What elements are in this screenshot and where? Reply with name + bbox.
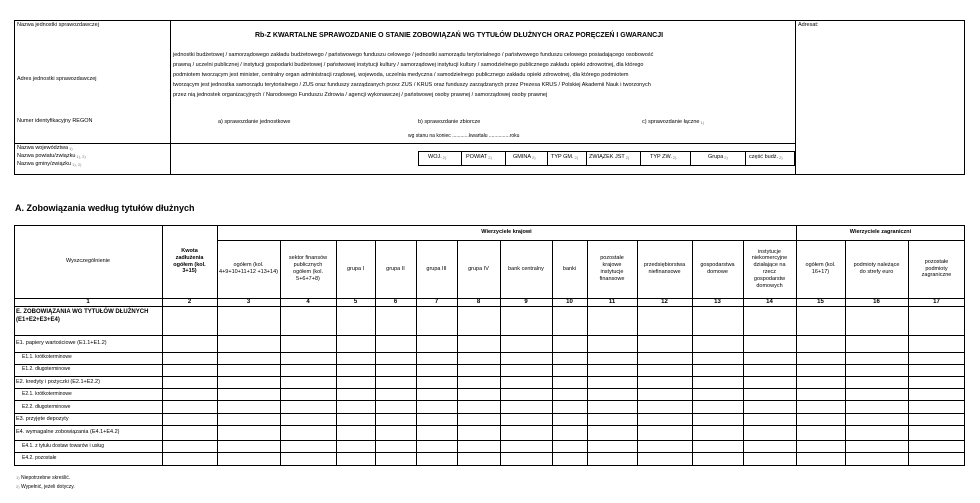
row-label-e1-2: E1.2. długoterminowe [22,366,71,372]
report-period: wg stanu na koniec ............kwartału ...............roku [408,133,520,139]
code-gmina: GMINA$^{2)}$ [513,154,536,160]
col-number: 3 [246,299,251,305]
col-header-total-debt: Kwota zadłużenia ogółem (kol. 3+15) [173,247,206,275]
row-label-e2-2: E2.2. długoterminowe [22,404,71,410]
district-label: Nazwa powiatu/związku$^{1), 2)}$ [17,153,86,159]
row-label-e2-1: E2.1. krótkoterminowe [22,391,72,397]
row-label-e1-1: E1.1. krótkoterminowe [22,354,72,360]
code-woj: WOJ.$^{2)}$ [428,154,447,160]
col-header-11: pozostałe krajowe instytucje finansowe [599,255,625,282]
col-header-5: grupa I [346,265,365,272]
regon-label: Numer identyfikacyjny REGON [17,118,93,124]
col-header-17: pozostałe podmioty zagraniczne [921,258,952,279]
report-type-a: a) sprawozdanie jednostkowe [218,119,291,125]
col-number: 2 [187,299,192,305]
col-number: 11 [608,299,616,305]
col-header-13: gospodarstwa domowe [700,262,735,275]
section-title: A. Zobowiązania według tytułów dłużnych [15,203,195,213]
col-header-description: Wyszczególnienie [66,258,110,265]
voivodeship-label: Nazwa województwa$^{1)}$ [17,145,73,151]
code-typ-gm: TYP GM.$^{2)}$ [551,154,579,160]
row-label-e: E. ZOBOWIĄZANIA WG TYTUŁÓW DŁUŻNYCH (E1+E2+E3+E4) [16,309,149,323]
code-czesc-budz: część budż.$^{2)}$ [749,154,783,160]
row-label-e4-1: E4.1. z tytułu dostaw towarów i usług [22,443,104,449]
col-header-8: grupa IV [468,265,489,272]
form-title: Rb-Z KWARTALNE SPRAWOZDANIE O STANIE ZOBOWIĄZAŃ WG TYTUŁÓW DŁUŻNYCH ORAZ PORĘCZEŃ I GWARANCJI [255,32,664,39]
col-number: 6 [393,299,398,305]
col-number: 10 [566,299,573,305]
col-number: 16 [873,299,880,305]
code-powiat: POWIAT$^{2)}$ [466,154,492,160]
col-header-7: grupa III [426,265,447,272]
col-number: 1 [86,299,90,305]
form-description: jednostki budżetowej / samorządowego zakładu budżetowego / państwowego funduszu celowego / jednostki samorządu terytorialnego / państwowego funduszu celowego posiadającego osobowość prawną / uczelni publicznej / instytucji gospodarki budżetowej / państwowej instytucji kultury / samorządowej instytucji kultury / samodzielnego publicznego zakładu opieki zdrowotnej, dla którego podmiotem tworzącym jest minister, centralny organ administracji rządowej, wojewoda, uczelnia medyczna / samodzielnego publicznego zakładu opieki zdrowotnej, dla którego podmiotem tworzącym jest jednostka samorządu terytorialnego / ZUS oraz funduszy zarządzanych przez ZUS / KRUS oraz funduszy zarządzanych przez Prezesa KRUS / Polskiej Akademii Nauk i tworzonych przez nią jednostek organizacyjnych / Narodowego Funduszu Zdrowia / agencji wykonawczej / państwowej osoby prawnej / samorządowej osoby prawnej [173,52,654,98]
row-label-e3: E3. przyjęte depozyty [16,416,69,422]
col-header-12: przedsiębiorstwa niefinansowe [643,262,686,275]
col-header-15: ogółem (kol. 16+17) [805,262,836,275]
report-type-b: b) sprawozdanie zbiorcze [418,119,481,125]
col-number: 7 [434,299,439,305]
addressee-label: Adresat: [798,22,819,28]
unit-address-label: Adres jednostki sprawozdawczej [17,76,97,82]
unit-name-label: Nazwa jednostki sprawozdawczej [17,22,99,28]
col-number: 8 [476,299,481,305]
col-number: 4 [306,299,310,305]
col-number: 17 [933,299,940,305]
col-header-6: grupa II [386,265,405,272]
col-number: 5 [353,299,358,305]
code-grupa: Grupa$^{2)}$ [708,154,728,160]
col-number: 12 [661,299,668,305]
col-number: 14 [766,299,773,305]
col-number: 9 [524,299,528,305]
row-label-e4-2: E4.2. pozostałe [22,455,57,461]
row-label-e4: E4. wymagalne zobowiązania (E4.1+E4.2) [16,429,120,435]
col-header-16: podmioty należące do strefy euro [853,262,900,275]
code-typ-zw: TYP ZW.$^{2)}$ [650,154,677,160]
commune-label: Nazwa gminy/związku$^{1), 2)}$ [17,161,82,167]
col-number: 15 [817,299,824,305]
col-number: 13 [714,299,721,305]
col-header-9: bank centralny [508,265,544,272]
col-header-4: sektor finansów publicznych ogółem (kol. 5+6+7+8) [288,255,328,282]
footnote-2: $^{2)}$ Wypełnić, jeżeli dotyczy. [16,484,75,490]
col-header-14: instytucje niekomercyjne działające na rzecz gospodarstw domowych [751,248,788,289]
report-type-c: c) sprawozdanie łączne$^{1)}$ [642,119,705,125]
col-header-3: ogółem (kol. 4+9+10+11+12 +13+14) [219,262,278,275]
footnote-1: $^{1)}$ Niepotrzebne skreślić. [16,475,71,481]
row-label-e2: E2. kredyty i pożyczki (E2.1+E2.2) [16,379,100,385]
code-zwiazek-jst: ZWIĄZEK JST$^{2)}$ [589,154,630,160]
row-label-e1: E1. papiery wartościowe (E1.1+E1.2) [16,340,107,346]
group-header-domestic: Wierzyciele krajowi [481,229,532,236]
col-header-10: banki [562,265,577,272]
group-header-foreign: Wierzyciele zagraniczni [849,229,912,236]
